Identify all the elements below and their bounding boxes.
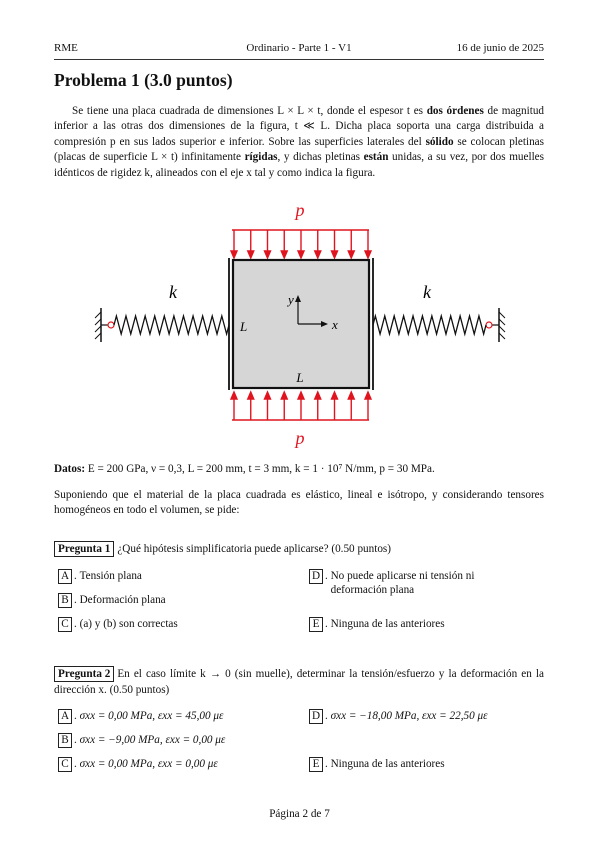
- q1-option-d-letter: D: [309, 569, 323, 584]
- intro-highlight-1: dos órdenes: [426, 105, 484, 117]
- top-load: [231, 200, 371, 258]
- header-exam-title: Ordinario - Parte 1 - V1: [246, 42, 352, 54]
- problem-title: Problema 1 (3.0 puntos): [54, 70, 233, 90]
- question-1-header: [54, 541, 544, 557]
- q2-option-c-letter: C: [58, 757, 72, 772]
- top-load-arrow-head: [315, 251, 321, 258]
- assumptions-text: Suponiendo que el material de la placa cuadrada es elástico, lineal e isótropo, y considerando tensores homogéneos en todo el volumen, se pide:: [54, 489, 544, 517]
- left-spring: [95, 282, 229, 342]
- q1-option-e[interactable]: E . Ninguna de las anteriores: [309, 617, 445, 632]
- q1-option-c-letter: C: [58, 617, 72, 632]
- q2-option-e-letter: E: [309, 757, 323, 772]
- q2-option-a-letter: A: [58, 709, 72, 724]
- question-2-text: En el caso límite k → 0 (sin muelle), determinar la tensión/esfuerzo y la deformación en la dirección x. (0.50 puntos): [54, 668, 544, 696]
- q2-option-b-text: σxx = −9,00 MPa, εxx = 0,00 με: [79, 734, 226, 746]
- q2-option-b-letter: B: [58, 733, 72, 748]
- q1-option-c[interactable]: C . (a) y (b) son correctas: [58, 617, 178, 632]
- data-label: Datos:: [54, 463, 86, 475]
- q1-option-d-text: No puede aplicarse ni tensión ni deformación plana: [330, 570, 475, 596]
- header-course: RME: [54, 42, 78, 54]
- bottom-load-arrow-head: [365, 392, 371, 399]
- q1-option-a-letter: A: [58, 569, 72, 584]
- axis-y-label: y: [288, 292, 294, 307]
- bottom-load: [231, 392, 371, 448]
- bottom-load-label: p: [295, 428, 305, 448]
- top-load-arrow-head: [365, 251, 371, 258]
- header-rule: [54, 59, 544, 60]
- question-2-header: [54, 666, 544, 698]
- q2-option-e-text: Ninguna de las anteriores: [330, 758, 445, 770]
- bottom-load-arrow-head: [248, 392, 254, 399]
- question-1-tag: Pregunta 1: [54, 541, 114, 557]
- q2-option-d-letter: D: [309, 709, 323, 724]
- bottom-load-arrow-head: [265, 392, 271, 399]
- question-2-tag: Pregunta 2: [54, 666, 114, 682]
- q2-option-d[interactable]: D . σxx = −18,00 MPa, εxx = 22,50 με: [309, 709, 488, 724]
- axis-x-label: x: [332, 317, 338, 332]
- bottom-load-arrow-head: [348, 392, 354, 399]
- intro-text-5: unidas, a su vez, por dos muelles idénticos de rigidez k, alineados con el eje x tal y como indica la figura.: [54, 151, 544, 179]
- top-load-arrow-head: [348, 251, 354, 258]
- plate-figure: [90, 196, 510, 451]
- bottom-load-arrow-head: [332, 392, 338, 399]
- q2-option-a-text: σxx = 0,00 MPa, εxx = 45,00 με: [79, 710, 224, 722]
- top-load-label: p: [295, 200, 305, 220]
- q2-option-d-text: σxx = −18,00 MPa, εxx = 22,50 με: [330, 710, 488, 722]
- question-2: [54, 666, 544, 776]
- left-spring-label: k: [169, 282, 177, 302]
- top-load-arrow-head: [265, 251, 271, 258]
- intro-highlight-2: sólido: [425, 135, 454, 148]
- q1-option-a-text: Tensión plana: [79, 570, 142, 582]
- q1-option-a[interactable]: A . Tensión plana: [58, 569, 142, 584]
- question-1-text: ¿Qué hipótesis simplificatoria puede aplicarse? (0.50 puntos): [117, 543, 392, 555]
- intro-highlight-3: rígidas: [244, 151, 278, 164]
- q2-option-b[interactable]: B . σxx = −9,00 MPa, εxx = 0,00 με: [58, 733, 225, 748]
- bottom-load-arrow-head: [281, 392, 287, 399]
- top-load-arrow-head: [332, 251, 338, 258]
- q1-option-b[interactable]: B . Deformación plana: [58, 593, 166, 608]
- q1-option-b-text: Deformación plana: [79, 594, 166, 606]
- page-footer: Página 2 de 7: [269, 808, 330, 820]
- q2-option-e[interactable]: E . Ninguna de las anteriores: [309, 757, 445, 772]
- top-load-arrow-head: [281, 251, 287, 258]
- page-header: [54, 42, 544, 56]
- right-spring-label: k: [423, 282, 431, 302]
- top-load-arrow-head: [298, 251, 304, 258]
- problem-statement: [54, 104, 544, 181]
- bottom-load-arrow-head: [298, 392, 304, 399]
- q1-option-e-text: Ninguna de las anteriores: [330, 618, 445, 630]
- header-date: 16 de junio de 2025: [456, 42, 544, 54]
- data-values: E = 200 GPa, ν = 0,3, L = 200 mm, t = 3 mm, k = 1 · 10⁷ N/mm, p = 30 MPa.: [85, 463, 435, 475]
- q1-option-e-letter: E: [309, 617, 323, 632]
- bottom-load-arrow-head: [231, 392, 237, 399]
- dimension-side-label: L: [240, 319, 248, 334]
- intro-text-4: , y dichas pletinas: [277, 151, 364, 164]
- question-1: [54, 541, 544, 641]
- q2-option-a[interactable]: A . σxx = 0,00 MPa, εxx = 45,00 με: [58, 709, 223, 724]
- q1-option-b-letter: B: [58, 593, 72, 608]
- data-line: [54, 463, 544, 475]
- intro-highlight-4: están: [363, 151, 389, 164]
- dimension-bottom-label: L: [296, 370, 304, 385]
- top-load-arrow-head: [231, 251, 237, 258]
- right-spring: [373, 282, 505, 342]
- q1-option-c-text: (a) y (b) son correctas: [79, 618, 178, 630]
- q1-option-d[interactable]: D . No puede aplicarse ni tensión ni deformación plana: [309, 569, 531, 597]
- q2-option-c[interactable]: C . σxx = 0,00 MPa, εxx = 0,00 με: [58, 757, 218, 772]
- intro-text-2: de magnitud inferior a las otras dos dimensiones de la figura, t ≪ L. Dicha placa soporta una carga distribuida a compresión p en sus lados superior e inferior. Sobre las superficies laterales del: [54, 105, 545, 148]
- top-load-arrow-head: [248, 251, 254, 258]
- intro-text-3: se colocan pletinas (placas de superficie L × t) infinitamente: [54, 135, 544, 164]
- intro-text-1: Se tiene una placa cuadrada de dimensiones L × L × t, donde el espesor t es: [72, 105, 427, 117]
- q2-option-c-text: σxx = 0,00 MPa, εxx = 0,00 με: [79, 758, 218, 770]
- bottom-load-arrow-head: [315, 392, 321, 399]
